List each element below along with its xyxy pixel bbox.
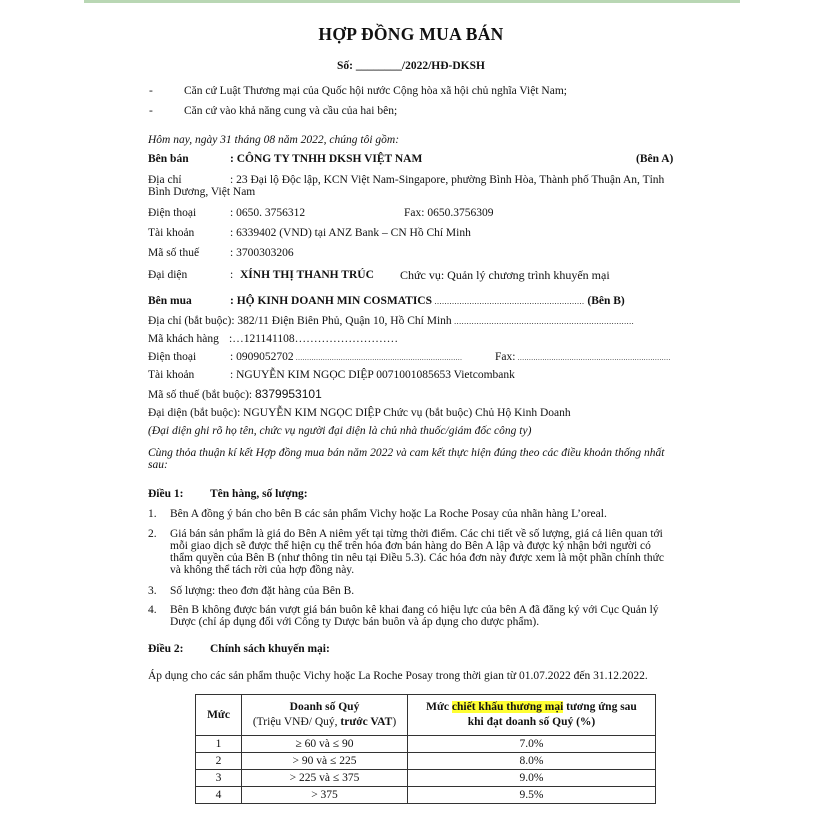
header-sales [242, 695, 408, 736]
buyer-name: : HỘ KINH DOANH MIN COSMATICS [230, 295, 433, 307]
buyer-tax-line [148, 387, 322, 402]
cell-rate: 9.0% [408, 770, 656, 787]
buyer-name-dots: ............................................................ [432, 297, 585, 306]
article-2-label: Điều 2: [148, 643, 184, 655]
discount-table [195, 694, 656, 804]
item-number: 2. [148, 528, 157, 540]
buyer-account-label: Tài khoản [148, 369, 195, 381]
article-2-title: Chính sách khuyến mại: [210, 643, 330, 655]
item-number: 3. [148, 585, 157, 597]
item-line: Giá bán sản phẩm là giá do Bên A niêm yết tại từng thời điểm. Các chi tiết về số lượng, giá cả liên quan tới [170, 528, 663, 540]
header-rate-line1 [408, 700, 655, 715]
buyer-phone: : 0909052702 [230, 351, 294, 363]
header-rate [408, 695, 656, 736]
buyer-rep-note: (Đại diện ghi rõ họ tên, chức vụ người đại diện là chủ nhà thuốc/giám đốc công ty) [148, 425, 532, 437]
intro-line: Hôm nay, ngày 31 tháng 08 năm 2022, chúng tôi gồm: [148, 134, 400, 146]
item-line: thẩm quyền của Bên B (như thông tin nêu tại Điều 5.3). Các hóa đơn này được xem là một phần chính thức [170, 552, 664, 564]
header-sales-line2 [242, 715, 407, 730]
seller-tax: : 3700303206 [230, 247, 294, 259]
item-line: Số lượng: theo đơn đặt hàng của Bên B. [170, 585, 355, 597]
buyer-address: Địa chỉ (bắt buộc): 382/11 Điện Biên Phủ, Quận 10, Hồ Chí Minh [148, 315, 452, 327]
seller-phone-label: Điện thoại [148, 207, 197, 219]
item-line: Bên A đồng ý bán cho bên B các sản phẩm Vichy hoặc La Roche Posay của nhãn hàng L’oreal. [170, 508, 607, 520]
buyer-fax-line [495, 350, 671, 365]
buyer-label: Bên mua [148, 295, 192, 307]
cell-rate: 8.0% [408, 753, 656, 770]
seller-rep-name: XÍNH THỊ THANH TRÚC [240, 269, 374, 281]
buyer-phone-line [230, 350, 462, 365]
header-rate-prefix: Mức [426, 701, 452, 713]
article-1-label: Điều 1: [148, 488, 184, 500]
bullet: - [149, 105, 153, 117]
header-rate-line2: khi đạt doanh số Quý (%) [467, 716, 596, 728]
table-header-row [196, 695, 656, 736]
seller-rep-label: Đại diện [148, 269, 188, 281]
seller-account: : 6339402 (VND) tại ANZ Bank – CN Hồ Chí Minh [230, 227, 471, 239]
cell-level: 1 [196, 736, 242, 753]
seller-address-line2: Bình Dương, Việt Nam [148, 186, 256, 198]
buyer-fax-dots: .................................................................... [515, 354, 671, 362]
seller-address-label: Địa chỉ [148, 174, 182, 186]
number-prefix: Số: [337, 60, 356, 72]
item-line: mỗi giao dịch sẽ được thể hiện cụ thể trên hóa đơn bán hàng do Bên A lập và được ký nhận bởi người có [170, 540, 651, 552]
number-blank: ________ [355, 60, 402, 72]
document-title: HỢP ĐỒNG MUA BÁN [318, 24, 504, 44]
header-sales-close: ) [392, 716, 397, 728]
seller-rep-role: Chức vụ: Quản lý chương trình khuyến mại [400, 268, 610, 282]
contract-number [0, 60, 822, 72]
header-sales-line1: Doanh số Quý [289, 701, 360, 713]
item-number: 4. [148, 604, 157, 616]
buyer-phone-dots: .......................................................................... [293, 354, 463, 362]
cell-range: ≥ 60 và ≤ 90 [242, 736, 408, 753]
article-2-apply: Áp dụng cho các sản phẩm thuộc Vichy hoặc La Roche Posay trong thời gian từ 01.07.2022 đến 31.12.2022. [148, 670, 648, 682]
top-border-line [84, 0, 740, 3]
table-row [196, 736, 656, 753]
article-1-title: Tên hàng, số lượng: [210, 488, 308, 500]
table-row [196, 753, 656, 770]
header-sales-unit: (Triệu VNĐ/ Quý, [252, 716, 341, 728]
seller-phone: : 0650. 3756312 [230, 207, 306, 219]
buyer-address-dots: ........................................................................ [451, 317, 635, 326]
item-line: và không thể tách rời của hợp đồng này. [170, 564, 355, 576]
seller-label: Bên bán [148, 153, 189, 165]
cell-level: 2 [196, 753, 242, 770]
header-rate-highlight: chiết khấu thương mại [451, 701, 564, 713]
agreement-line-1: Cùng thỏa thuận kí kết Hợp đồng mua bán năm 2022 và cam kết thực hiện đúng theo các điều khoản thống nhất [148, 447, 665, 459]
cell-level: 4 [196, 787, 242, 804]
table-row [196, 787, 656, 804]
header-level: Mức [196, 695, 242, 736]
seller-fax: Fax: 0650.3756309 [404, 207, 494, 219]
cell-range: > 375 [242, 787, 408, 804]
seller-address-line1: : 23 Đại lộ Độc lập, KCN Việt Nam-Singapore, phường Bình Hòa, Thành phố Thuận An, Tỉnh [230, 174, 665, 186]
buyer-customer-label: Mã khách hàng [148, 333, 219, 345]
cell-range: > 225 và ≤ 375 [242, 770, 408, 787]
seller-side: (Bên A) [636, 153, 674, 165]
buyer-name-line [230, 294, 625, 309]
bullet: - [149, 85, 153, 97]
buyer-rep: Đại diện (bắt buộc): NGUYỄN KIM NGỌC DIỆP Chức vụ (bắt buộc) Chủ Hộ Kinh Doanh [148, 407, 571, 419]
buyer-customer: :…121141108……………………… [229, 333, 399, 345]
header-sales-vat: trước VAT [340, 716, 393, 728]
seller-account-label: Tài khoản [148, 227, 195, 239]
seller-name: : CÔNG TY TNHH DKSH VIỆT NAM [230, 153, 423, 165]
cell-level: 3 [196, 770, 242, 787]
table-row [196, 770, 656, 787]
buyer-side: (Bên B) [584, 295, 625, 307]
buyer-fax-label: Fax: [495, 351, 516, 363]
item-line: Dược (chỉ áp dụng đối với Công ty Dược bán buôn và áp dụng cho dược phẩm). [170, 616, 540, 628]
cell-rate: 7.0% [408, 736, 656, 753]
number-suffix: /2022/HĐ-DKSH [401, 60, 485, 72]
buyer-tax-label: Mã số thuế (bắt buộc): [148, 389, 255, 401]
buyer-address-line [148, 314, 634, 329]
basis-line-1: Căn cứ Luật Thương mại của Quốc hội nước Cộng hòa xã hội chủ nghĩa Việt Nam; [184, 85, 567, 97]
seller-rep-colon: : [230, 269, 234, 281]
cell-rate: 9.5% [408, 787, 656, 804]
seller-tax-label: Mã số thuế [148, 247, 200, 259]
buyer-tax: 8379953101 [255, 387, 322, 401]
header-rate-suffix: tương ứng sau [563, 701, 637, 713]
buyer-account: : NGUYỄN KIM NGỌC DIỆP 0071001085653 Vietcombank [230, 369, 515, 381]
cell-range: > 90 và ≤ 225 [242, 753, 408, 770]
item-line: Bên B không được bán vượt giá bán buôn kê khai đang có hiệu lực của bên A đã đăng ký với Cục Quản lý [170, 604, 659, 616]
agreement-line-2: sau: [148, 459, 168, 471]
basis-line-2: Căn cứ vào khả năng cung và cầu của hai bên; [184, 105, 398, 117]
buyer-phone-label: Điện thoại [148, 351, 197, 363]
item-number: 1. [148, 508, 157, 520]
